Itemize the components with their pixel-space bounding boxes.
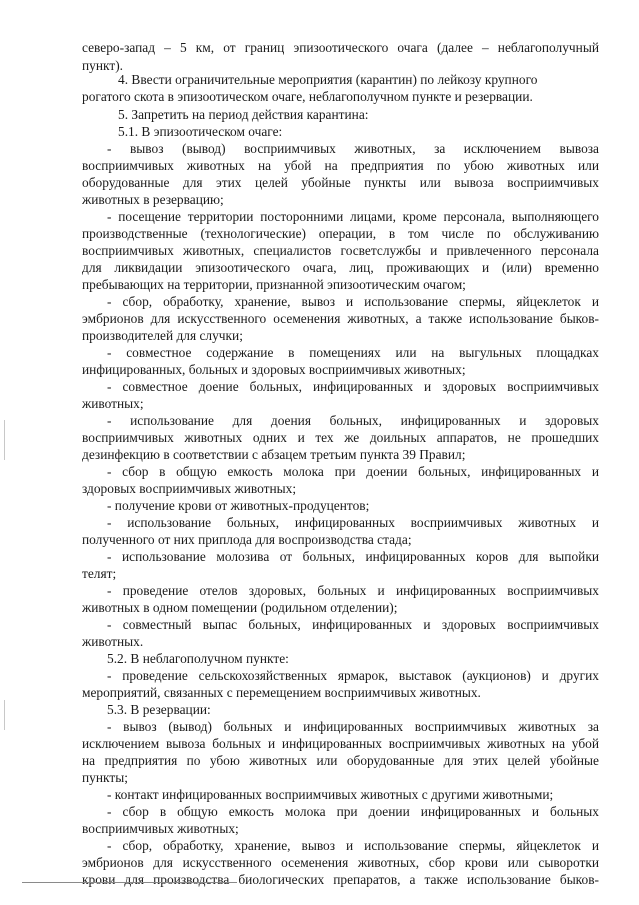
text-line: - использование для доения больных, инфицированных и здоровых — [107, 413, 599, 428]
text-line: рогатого скота в эпизоотическом очаге, неблагополучном пункте и резервации. — [82, 89, 533, 104]
text-line: животных в одном помещении (родильном отделении); — [82, 600, 398, 615]
text-line: северо-запад – 5 км, от границ эпизоотического очага (далее – неблагополучный — [82, 40, 599, 55]
text-line: инфицированных, больных и здоровых восприимчивых животных; — [82, 362, 466, 377]
text-line: - контакт инфицированных восприимчивых животных с другими животными; — [107, 787, 554, 802]
text-line: крови для производства биологических препаратов, а также использование быков- — [82, 872, 599, 887]
bottom-divider-line — [22, 882, 237, 883]
text-line: - сбор, обработку, хранение, вывоз и использование спермы, яйцеклеток и — [107, 838, 599, 853]
text-line: восприимчивых животных; — [82, 821, 239, 836]
text-line: - получение крови от животных-продуцентов; — [107, 498, 370, 513]
text-line: - посещение территории посторонними лицами, кроме персонала, выполняющего — [107, 209, 599, 224]
text-line: производителей для случки; — [82, 328, 243, 343]
text-line: 5.1. В эпизоотическом очаге: — [118, 124, 283, 139]
text-line: животных в резервацию; — [82, 192, 224, 207]
text-line: - сбор в общую емкость молока при доении инфицированных и больных — [107, 804, 599, 819]
text-line: исключением вывоза больных и инфицированных восприимчивых животных на убой — [82, 736, 599, 751]
text-line: оборудованные для этих целей убойные пункты или вывоза восприимчивых — [82, 175, 599, 190]
text-line: телят; — [82, 566, 117, 581]
text-line: - вывоз (вывод) больных и инфицированных восприимчивых животных за — [107, 719, 599, 734]
text-line: - сбор, обработку, хранение, вывоз и использование спермы, яйцеклеток и — [107, 294, 599, 309]
text-line: - проведение отелов здоровых, больных и инфицированных восприимчивых — [107, 583, 599, 598]
text-line: полученного от них приплода для воспроизводства стада; — [82, 532, 412, 547]
text-line: восприимчивых животных одних и тех же доильных аппаратов, не прошедших — [82, 430, 599, 445]
text-line: - вывоз (вывод) восприимчивых животных, за исключением вывоза — [107, 141, 599, 156]
text-line: для ликвидации эпизоотического очага, лиц, проживающих и (или) временно — [82, 260, 599, 275]
text-line: пункт). — [82, 58, 124, 73]
left-margin-mark — [4, 420, 5, 460]
text-line: 5.3. В резервации: — [107, 702, 211, 717]
text-line: дезинфекцию в соответствии с абзацем третьим пункта 39 Правил; — [82, 447, 466, 462]
text-line: здоровых восприимчивых животных; — [82, 481, 297, 496]
text-line: - совместный выпас больных, инфицированных и здоровых восприимчивых — [107, 617, 599, 632]
text-line: - сбор в общую емкость молока при доении больных, инфицированных и — [107, 464, 599, 479]
text-line: животных. — [82, 634, 144, 649]
text-line: - совместное доение больных, инфицированных и здоровых восприимчивых — [107, 379, 599, 394]
text-line: восприимчивых животных, специалистов госветслужбы и привлеченного персонала — [82, 243, 599, 258]
text-line: эмбрионов для искусственного осеменения животных, а также использование быков- — [82, 311, 599, 326]
text-line: 5. Запретить на период действия карантина: — [118, 107, 369, 122]
text-line: пункты; — [82, 770, 128, 785]
text-line: - использование молозива от больных, инфицированных коров для выпойки — [107, 549, 599, 564]
text-line: - использование больных, инфицированных восприимчивых животных и — [107, 515, 599, 530]
text-line: мероприятий, связанных с перемещением восприимчивых животных. — [82, 685, 481, 700]
left-margin-mark — [4, 700, 5, 730]
text-line: 4. Ввести ограничительные мероприятия (карантин) по лейкозу крупного — [118, 72, 538, 87]
text-line: на предприятия по убою животных или оборудованные для этих целей убойные — [82, 753, 599, 768]
text-line: пребывающих на территории, признанной эпизоотическим очагом; — [82, 277, 466, 292]
text-line: эмбрионов для искусственного осеменения животных, сбор крови или сыворотки — [82, 855, 599, 870]
text-line: восприимчивых животных на убой на предприятия по убою животных или — [82, 158, 599, 173]
text-line: - проведение сельскохозяйственных ярмарок, выставок (аукционов) и других — [107, 668, 599, 683]
text-line: животных; — [82, 396, 144, 411]
text-line: - совместное содержание в помещениях или на выгульных площадках — [107, 345, 599, 360]
text-line: производственные (технологические) операции, в том числе по обслуживанию — [82, 226, 599, 241]
text-line: 5.2. В неблагополучном пункте: — [107, 651, 289, 666]
